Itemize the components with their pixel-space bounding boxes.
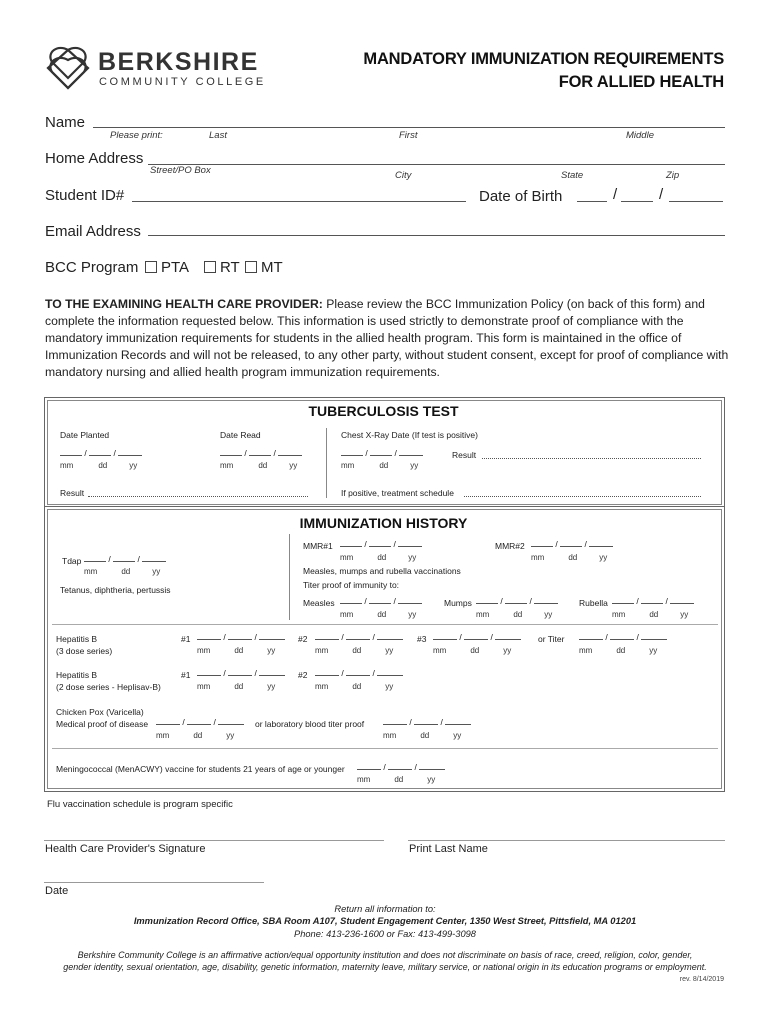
tdap-date-input[interactable]: / / <box>84 552 166 564</box>
hepb2-dose1-label: #1 <box>181 670 191 680</box>
chicken-pox-lab-label: or laboratory blood titer proof <box>255 719 365 729</box>
row-divider-1 <box>52 624 718 625</box>
tb-vertical-divider <box>326 428 327 498</box>
street-label: Street/PO Box <box>150 165 211 176</box>
mmr1-date-parts: mm dd yy <box>340 553 417 562</box>
hepb3-titer-parts: mm dd yy <box>579 646 658 655</box>
home-address-label: Home Address <box>45 150 144 167</box>
tb-result-label: Result <box>60 488 85 498</box>
provider-instructions-body: Please review the BCC Immunization Policy (on back of this form) and complete the information requested below. This information is used strictly to demonstrate proof of compliance with the mandatory immunization requirements for students in the allied health program. This form is maintained in the office of Immunization Records and will not be released, to any other party, without student consent, except for proof of compliance with mandatory nursing and allied health program immunization requirements. <box>45 297 729 379</box>
mumps-date-parts: mm dd yy <box>476 610 553 619</box>
tb-result-input[interactable] <box>88 496 308 497</box>
name-label: Name <box>45 114 86 131</box>
mt-checkbox[interactable] <box>245 261 257 273</box>
hepb3-sub-label: (3 dose series) <box>56 646 113 656</box>
mmr1-date-input[interactable]: / / <box>340 537 422 549</box>
measles-label: Measles <box>303 598 335 608</box>
hepb3-dose2-input[interactable]: / / <box>315 630 403 642</box>
last-name-label: Last <box>209 130 227 141</box>
chicken-pox-date-input[interactable]: / / <box>156 715 244 727</box>
hepb2-sub-label: (2 dose series - Heplisav-B) <box>56 682 161 692</box>
provider-signature-label: Health Care Provider's Signature <box>45 843 206 855</box>
chicken-pox-sub-label: Medical proof of disease <box>56 719 149 729</box>
student-id-label: Student ID# <box>45 187 125 204</box>
hepb2-dose1-parts: mm dd yy <box>197 682 276 691</box>
city-label: City <box>395 170 412 181</box>
dob-label: Date of Birth <box>479 188 563 205</box>
hepb3-titer-label: or Titer <box>538 634 565 644</box>
mumps-label: Mumps <box>444 598 472 608</box>
print-last-name-label: Print Last Name <box>409 843 488 855</box>
row-divider-2 <box>52 748 718 749</box>
xray-date-input[interactable]: / / <box>341 446 423 458</box>
first-name-label: First <box>399 130 418 141</box>
college-logo-icon <box>44 46 92 92</box>
xray-date-parts: mm dd yy <box>341 461 419 470</box>
state-label: State <box>561 170 584 181</box>
mmr2-date-parts: mm dd yy <box>531 553 608 562</box>
meningococcal-date-input[interactable]: / / <box>357 760 445 772</box>
measles-date-input[interactable]: / / <box>340 594 422 606</box>
footer-return-label: Return all information to: <box>334 904 436 914</box>
tdap-description: Tetanus, diphtheria, pertussis <box>60 585 171 595</box>
imm-vertical-divider <box>289 534 290 620</box>
program-mt-option[interactable] <box>245 259 283 276</box>
date-planted-parts: mm dd yy <box>60 461 138 470</box>
titer-label: Titer proof of immunity to: <box>303 580 400 590</box>
mmr-description: Measles, mumps and rubella vaccinations <box>303 566 461 576</box>
pta-checkbox[interactable] <box>145 261 157 273</box>
xray-label: Chest X-Ray Date (If test is positive) <box>341 430 478 440</box>
chicken-pox-date-parts: mm dd yy <box>156 731 235 740</box>
zip-label: Zip <box>666 170 680 181</box>
date-label: Date <box>45 885 69 897</box>
rubella-date-input[interactable]: / / <box>612 594 694 606</box>
meningococcal-date-parts: mm dd yy <box>357 775 436 784</box>
email-label: Email Address <box>45 223 141 240</box>
hepb2-dose2-parts: mm dd yy <box>315 682 394 691</box>
program-rt-option[interactable] <box>204 259 240 276</box>
date-read-input[interactable]: / / <box>220 446 302 458</box>
hepb3-label: Hepatitis B <box>56 634 98 644</box>
form-title-line2: FOR ALLIED HEALTH <box>558 73 724 91</box>
program-label: BCC Program <box>45 259 139 276</box>
mmr2-date-input[interactable]: / / <box>531 537 613 549</box>
provider-signature-input[interactable] <box>44 840 384 841</box>
dob-slash: / <box>613 186 618 203</box>
footer-phone: Phone: 413-236-1600 or Fax: 413-499-3098 <box>294 929 476 939</box>
footer-eeo-line2: gender identity, sexual orientation, age, disability, genetic information, maternity leave, military service, or national origin in its education programs or employment. <box>63 962 707 972</box>
name-input[interactable] <box>93 127 725 128</box>
mumps-date-input[interactable]: / / <box>476 594 558 606</box>
footer-address: Immunization Record Office, SBA Room A107, Student Engagement Center, 1350 West Street, Pittsfield, MA 01201 <box>133 916 637 926</box>
dob-day-input[interactable] <box>621 201 653 202</box>
logo-subtitle: COMMUNITY COLLEGE <box>99 76 266 88</box>
mt-label: MT <box>261 259 283 276</box>
measles-date-parts: mm dd yy <box>340 610 417 619</box>
tb-section-title: TUBERCULOSIS TEST <box>308 403 459 419</box>
rt-checkbox[interactable] <box>204 261 216 273</box>
hepb3-dose1-parts: mm dd yy <box>197 646 276 655</box>
hepb3-titer-input[interactable]: / / <box>579 630 667 642</box>
mmr1-label: MMR#1 <box>303 541 333 551</box>
home-address-input[interactable] <box>148 164 725 165</box>
date-input[interactable] <box>44 882 264 883</box>
logo-name: BERKSHIRE <box>98 48 259 76</box>
imm-section-title: IMMUNIZATION HISTORY <box>299 515 468 531</box>
treatment-label: If positive, treatment schedule <box>341 488 454 498</box>
hepb3-dose2-parts: mm dd yy <box>315 646 394 655</box>
tdap-date-parts: mm dd yy <box>84 567 161 576</box>
dob-year-input[interactable] <box>669 201 723 202</box>
hepb3-dose3-label: #3 <box>417 634 427 644</box>
chicken-pox-lab-input[interactable]: / / <box>383 715 471 727</box>
student-id-input[interactable] <box>132 201 466 202</box>
hepb2-dose1-input[interactable]: / / <box>197 666 285 678</box>
section-divider <box>44 506 725 507</box>
flu-note: Flu vaccination schedule is program specific <box>47 799 233 810</box>
rubella-label: Rubella <box>579 598 608 608</box>
date-read-label: Date Read <box>220 430 261 440</box>
middle-name-label: Middle <box>626 130 654 141</box>
hepb2-dose2-input[interactable]: / / <box>315 666 403 678</box>
program-pta-option[interactable] <box>145 259 189 276</box>
print-last-name-input[interactable] <box>408 840 725 841</box>
hepb2-label: Hepatitis B <box>56 670 98 680</box>
mmr2-label: MMR#2 <box>495 541 525 551</box>
provider-instructions-heading: TO THE EXAMINING HEALTH CARE PROVIDER: <box>45 297 323 311</box>
date-planted-input[interactable]: / / <box>60 446 142 458</box>
footer-eeo-line1: Berkshire Community College is an affirmative action/equal opportunity institution and does not discriminate on basis of race, creed, religion, color, gender, <box>77 950 693 960</box>
rt-label: RT <box>220 259 240 276</box>
tdap-label: Tdap <box>62 556 82 566</box>
email-input[interactable] <box>148 235 725 236</box>
pta-label: PTA <box>161 259 190 276</box>
chicken-pox-label: Chicken Pox (Varicella) <box>56 707 144 717</box>
hepb2-dose2-label: #2 <box>298 670 308 680</box>
revision-date: rev. 8/14/2019 <box>679 976 724 983</box>
form-title-line1: MANDATORY IMMUNIZATION REQUIREMENTS <box>363 50 724 68</box>
date-read-parts: mm dd yy <box>220 461 298 470</box>
xray-result-label: Result <box>452 450 477 460</box>
xray-result-input[interactable] <box>482 458 701 459</box>
hepb3-dose3-parts: mm dd yy <box>433 646 512 655</box>
dob-slash-2: / <box>659 186 664 203</box>
dob-month-input[interactable] <box>577 201 607 202</box>
meningococcal-label: Meningococcal (MenACWY) vaccine for students 21 years of age or younger <box>56 764 345 774</box>
hepb3-dose3-input[interactable]: / / <box>433 630 521 642</box>
chicken-pox-lab-parts: mm dd yy <box>383 731 462 740</box>
hepb3-dose1-label: #1 <box>181 634 191 644</box>
rubella-date-parts: mm dd yy <box>612 610 689 619</box>
date-planted-label: Date Planted <box>60 430 110 440</box>
treatment-input[interactable] <box>464 496 701 497</box>
provider-instructions <box>45 296 729 381</box>
hepb3-dose2-label: #2 <box>298 634 308 644</box>
please-print-label: Please print: <box>110 130 163 141</box>
hepb3-dose1-input[interactable]: / / <box>197 630 285 642</box>
